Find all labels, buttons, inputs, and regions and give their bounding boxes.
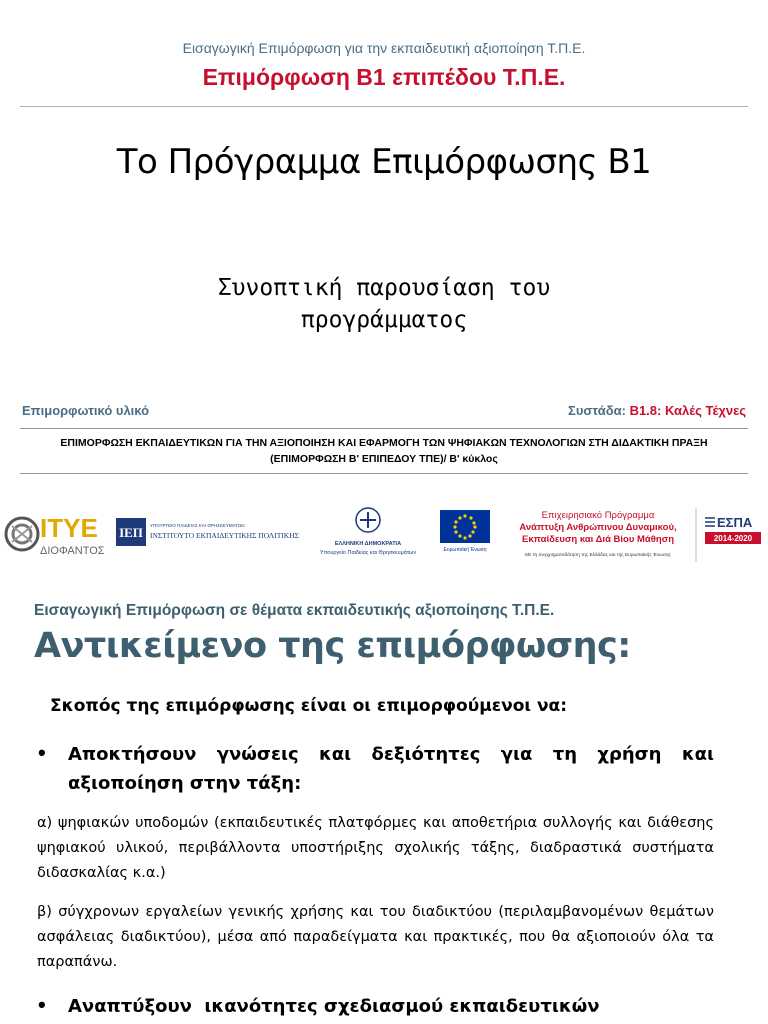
cti-diophantus-logo [4,506,112,562]
espa-logo [702,508,764,556]
bullet-2-text: Αναπτύξουν ικανότητες σχεδιασμού εκπαιδευτικών [68,996,600,1017]
hellenic-republic-logo [300,504,436,564]
program-line-1: ΕΠΙΜΟΡΦΩΣΗ ΕΚΠΑΙΔΕΥΤΙΚΩΝ ΓΙΑ ΤΗΝ ΑΞΙΟΠΟΙΗΣΗ ΚΑΙ ΕΦΑΡΜΟΓΗ ΤΩΝ ΨΗΦΙΑΚΩΝ ΤΕΧΝΟΛΟΓΙΩΝ ΣΤΗ ΔΙΔΑΚΤΙΚΗ ΠΡΑΞΗ [60,437,708,449]
cover-title: Το Πρόγραμμα Επιμόρφωσης Β1 [116,142,652,182]
op-line2-text: Εκπαίδευση και Διά Βίου Μάθηση [521,534,675,545]
espa-flag-icon [705,518,715,526]
paragraph-b: β) σύγχρονων εργαλείων γενικής χρήσης και του διαδικτύου (περιλαμβανομένων θεμάτων ασφάλειας διαδικτύου), μέσα από παραδείγματα και πρακτικές, που θα αξιοποιούν όλα τα παραπάνω. [37,904,714,970]
header-subtitle: Εισαγωγική Επιμόρφωση για την εκπαιδευτική αξιοποίηση Τ.Π.Ε. [182,40,586,56]
bullet-1-text: Αποκτήσουν γνώσεις και δεξιότητες για τη χρήση και αξιοποίηση στην τάξη: [68,744,714,794]
suite-key: Συστάδα: [568,403,626,418]
suite-value: Β1.8: Καλές Τέχνες [629,403,746,418]
cti-emblem-icon [4,506,112,562]
espa-name-text: ΕΣΠΑ [717,515,753,530]
iep-logo [116,518,300,546]
program-line-2: (ΕΠΙΜΟΡΦΩΣΗ Β' ΕΠΙΠΕΔΟΥ ΤΠΕ)/ Β' κύκλος [270,453,498,465]
section-heading: Αντικείμενο της επιμόρφωσης: [34,626,631,666]
program-banner [20,428,748,474]
cti-brand-text: ΙΤΥΕ [40,513,98,543]
eu-name-text: Ευρωπαϊκή Ένωση [443,547,487,553]
op-title-text: Επιχειρησιακό Πρόγραμμα [541,510,655,521]
paragraph-a: α) ψηφιακών υποδομών (εκπαιδευτικές πλατφόρμες και αποθετήρια συλλογής και διάθεσης ψηφιακού υλικού, περιβάλλοντα υποστήριξης σχολικής τάξης, διαδραστικά συστήματα διδασκαλίας κ.α.) [37,815,714,881]
header-title: Επιμόρφωση Β1 επιπέδου Τ.Π.Ε. [202,64,566,90]
op-cofund-text: Με τη συγχρηματοδότηση της Ελλάδας και της Ευρωπαϊκής Ένωσης [525,553,671,558]
iep-abbr-text: ΙΕΠ [119,525,143,540]
espa-years-text: 2014-2020 [713,534,753,543]
material-label: Επιμορφωτικό υλικό [22,403,150,418]
gov-name-text: ΕΛΛΗΝΙΚΗ ΔΗΜΟΚΡΑΤΙΑ [334,541,402,547]
gov-ministry-text: Υπουργείο Παιδείας και Θρησκευμάτων [319,550,417,556]
purpose-statement: Σκοπός της επιμόρφωσης είναι οι επιμορφούμενοι να: [50,696,568,716]
op-line1-text: Ανάπτυξη Ανθρώπινου Δυναμικού, [519,522,677,533]
greek-emblem-icon [356,508,380,532]
operational-programme-logo [500,506,698,564]
header-divider [20,106,748,107]
cti-sub-text: ΔΙΟΦΑΝΤΟΣ [40,545,105,557]
suite-label [568,403,746,418]
sponsor-logos-strip [0,500,768,570]
bullet-icon: • [38,992,46,1017]
cover-subtitle: Συνοπτική παρουσίαση του προγράμματος [217,275,551,333]
section-eyebrow: Εισαγωγική Επιμόρφωση σε θέματα εκπαιδευτικής αξιοποίησης Τ.Π.Ε. [34,602,555,619]
iep-ministry-text: ΥΠΟΥΡΓΕΙΟ ΠΑΙΔΕΙΑΣ ΚΑΙ ΘΡΗΣΚΕΥΜΑΤΩΝ [150,523,245,528]
bullet-icon: • [38,740,46,765]
iep-name-text: ΙΝΣΤΙΤΟΥΤΟ ΕΚΠΑΙΔΕΥΤΙΚΗΣ ΠΟΛΙΤΙΚΗΣ [150,531,299,540]
eu-logo [438,508,494,558]
